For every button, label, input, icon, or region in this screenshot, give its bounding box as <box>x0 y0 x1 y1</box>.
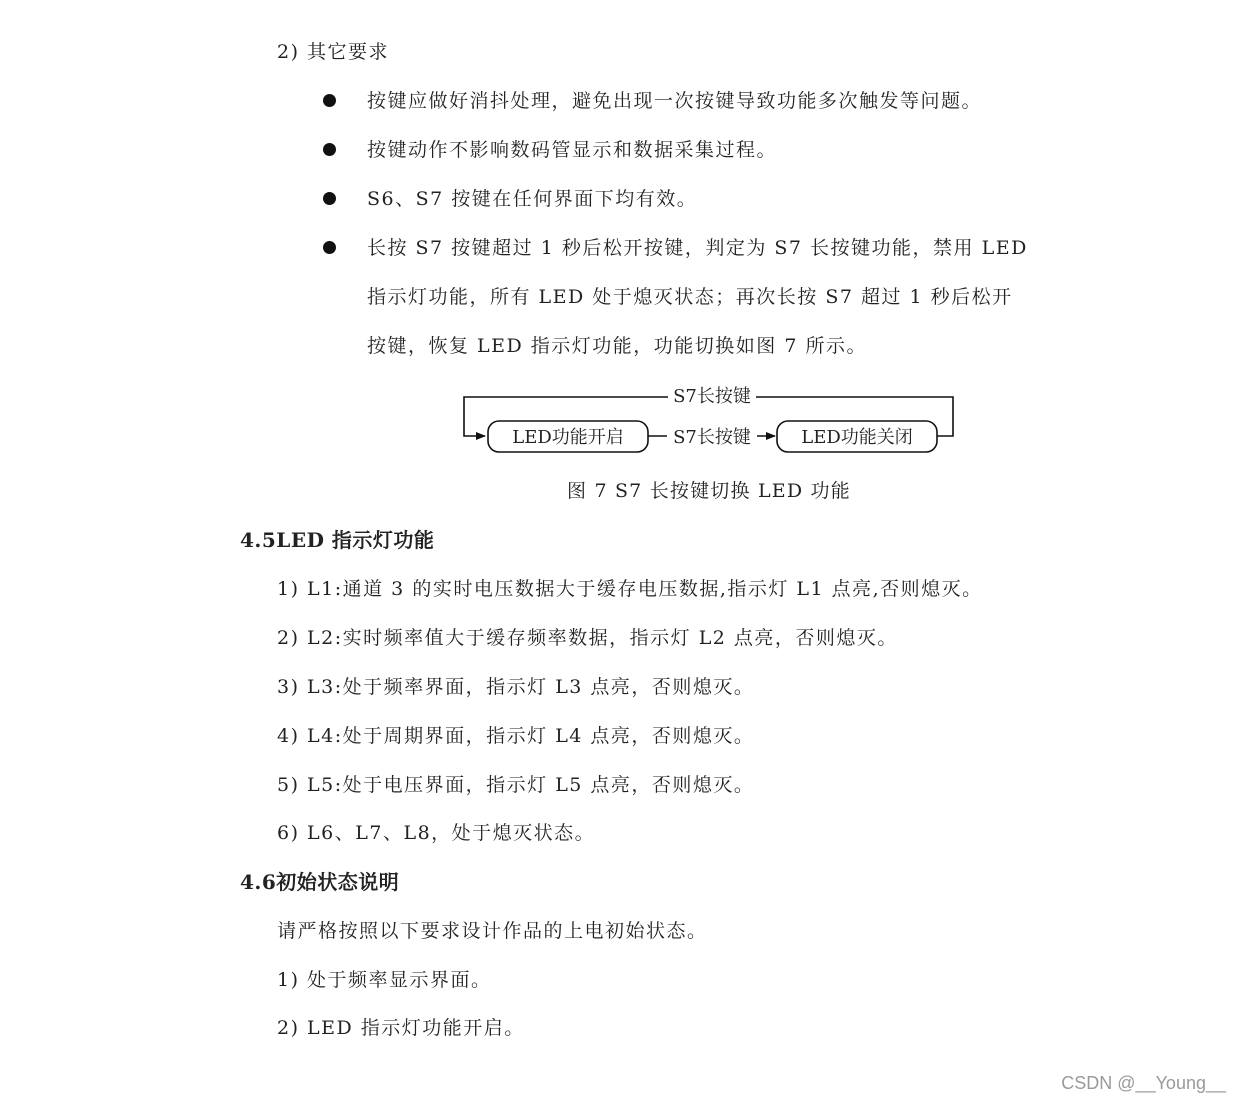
led-item-l6-l8: 6) L6、L7、L8，处于熄灭状态。 <box>277 822 596 844</box>
led-item-l4: 4) L4:处于周期界面，指示灯 L4 点亮，否则熄灭。 <box>277 725 755 747</box>
initial-item-2: 2) LED 指示灯功能开启。 <box>277 1017 525 1039</box>
section-46-heading: 4.6初始状态说明 <box>240 870 400 894</box>
section-45-heading: 4.5LED 指示灯功能 <box>240 528 435 552</box>
led-item-l1: 1) L1:通道 3 的实时电压数据大于缓存电压数据,指示灯 L1 点亮,否则熄灭。 <box>277 578 983 600</box>
bullet-text-all-screens: S6、S7 按键在任何界面下均有效。 <box>367 188 698 210</box>
bullet-dot <box>323 94 336 107</box>
bullet-dot <box>323 192 336 205</box>
bullet-text-long-press-2: 指示灯功能，所有 LED 处于熄灭状态；再次长按 S7 超过 1 秒后松开 <box>367 286 1013 308</box>
bullet-dot <box>323 143 336 156</box>
led-item-l2: 2) L2:实时频率值大于缓存频率数据，指示灯 L2 点亮，否则熄灭。 <box>277 627 898 649</box>
initial-item-1: 1) 处于频率显示界面。 <box>277 969 492 991</box>
bullet-text-debounce: 按键应做好消抖处理，避免出现一次按键导致功能多次触发等问题。 <box>367 90 983 112</box>
section-46-intro: 请严格按照以下要求设计作品的上电初始状态。 <box>277 920 708 942</box>
figure-caption: 图 7 S7 长按键切换 LED 功能 <box>567 480 851 502</box>
state-led-on-label: LED功能开启 <box>512 427 624 448</box>
bottom-edge-label: S7长按键 <box>673 427 751 448</box>
bullet-text-long-press-1: 长按 S7 按键超过 1 秒后松开按键，判定为 S7 长按键功能，禁用 LED <box>367 237 1028 259</box>
section-other-title: 2) 其它要求 <box>277 41 390 63</box>
state-led-off-label: LED功能关闭 <box>801 427 913 448</box>
led-toggle-diagram <box>455 378 975 458</box>
bullet-text-no-impact: 按键动作不影响数码管显示和数据采集过程。 <box>367 139 778 161</box>
top-edge-label: S7长按键 <box>673 386 751 407</box>
led-item-l3: 3) L3:处于频率界面，指示灯 L3 点亮，否则熄灭。 <box>277 676 755 698</box>
bullet-dot <box>323 241 336 254</box>
csdn-watermark: CSDN @__Young__ <box>1061 1073 1226 1093</box>
led-item-l5: 5) L5:处于电压界面，指示灯 L5 点亮，否则熄灭。 <box>277 774 755 796</box>
bullet-text-long-press-3: 按键，恢复 LED 指示灯功能，功能切换如图 7 所示。 <box>367 335 867 357</box>
